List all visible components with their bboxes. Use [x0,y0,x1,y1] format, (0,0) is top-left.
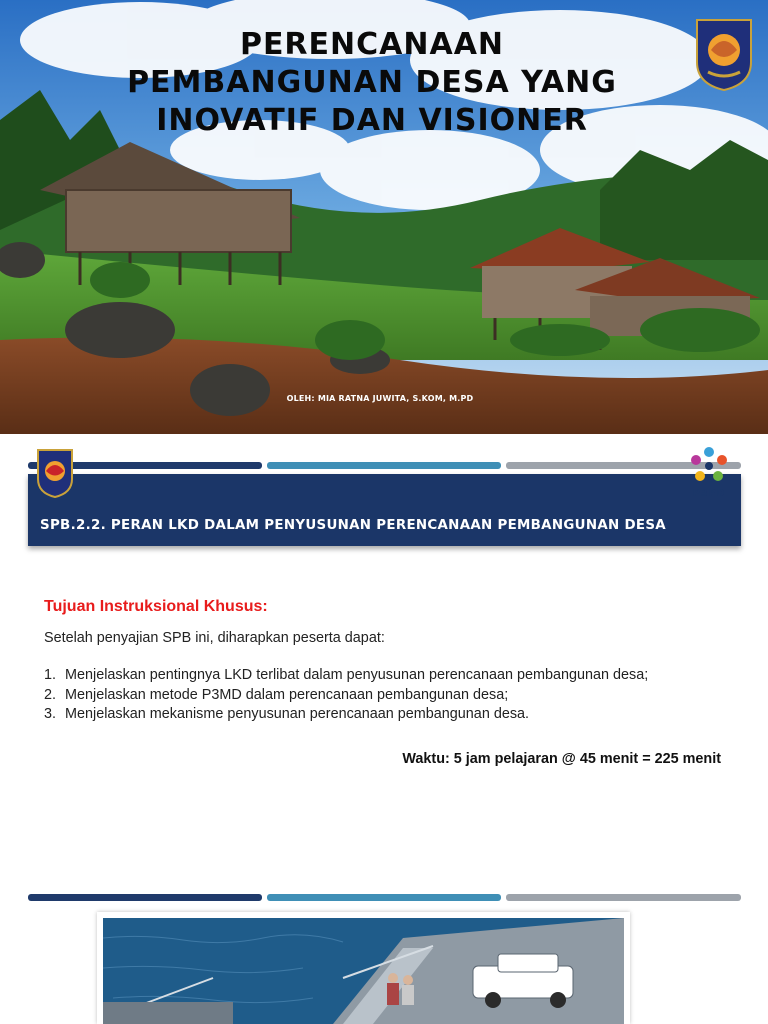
bottom-bar-grey [506,894,741,901]
hero-slide [0,0,768,434]
hero-title-line-2: PEMBANGUNAN DESA YANG [127,65,617,100]
bottom-divider [0,892,768,906]
duration-note: Waktu: 5 jam pelajaran @ 45 menit = 225 menit [402,751,721,767]
bottom-bar-navy [28,894,262,901]
spb-banner-title: SPB.2.2. PERAN LKD DALAM PENYUSUNAN PERENCANAAN PEMBANGUNAN DESA [40,518,666,533]
spb-banner [28,474,741,546]
p3pd-logo-text: P3PD [693,488,725,499]
objectives-heading: Tujuan Instruksional Khusus: [44,598,268,615]
hero-title-line-3: INOVATIF DAN VISIONER [156,103,588,138]
list-item [44,666,734,686]
harbor-photo-frame [97,912,630,1024]
list-item-text: Menjelaskan pentingnya LKD terlibat dalam penyusunan perencanaan pembangunan desa; [65,667,649,683]
harbor-photo [103,918,624,1024]
list-item [44,705,734,725]
hero-author: OLEH: MIA RATNA JUWITA, S.KOM, M.PD [286,394,474,403]
list-item-number: 1. [44,667,57,683]
garuda-crest-icon [35,447,75,499]
bottom-bar-teal [267,894,501,901]
list-item-text: Menjelaskan mekanisme penyusunan perencanaan pembangunan desa. [65,706,530,722]
list-item-number: 2. [44,686,57,703]
list-item-text: Menjelaskan metode P3MD dalam perencanaan pembangunan desa; [65,686,509,703]
garuda-crest-icon [693,14,755,92]
list-item [44,686,734,706]
top-bar-teal [267,462,501,469]
hero-title-line-1: PERENCANAAN [239,27,505,62]
spb-content [44,598,734,725]
list-item-number: 3. [44,706,57,722]
hero-title [84,26,660,140]
objectives-list [44,666,734,725]
spb-slide [0,434,768,864]
objectives-intro: Setelah penyajian SPB ini, diharapkan peserta dapat: [44,630,385,646]
